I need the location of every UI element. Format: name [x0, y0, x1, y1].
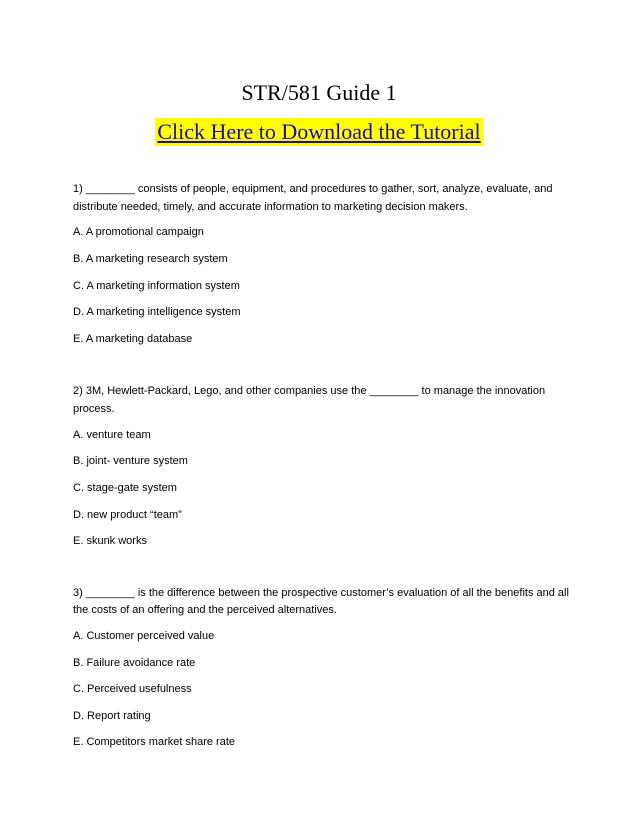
download-link-container — [0, 118, 638, 146]
question-1-option-c: C. A marketing information system — [73, 280, 240, 292]
question-3-text-line-2: the costs of an offering and the perceived alternatives. — [73, 604, 337, 616]
question-3-option-d: D. Report rating — [73, 710, 151, 722]
question-1-option-a: A. A promotional campaign — [73, 226, 204, 238]
question-2-option-b: B. joint- venture system — [73, 455, 188, 467]
question-1-option-e: E. A marketing database — [73, 333, 193, 345]
question-2-text-line-1: 2) 3M, Hewlett-Packard, Lego, and other companies use the ________ to manage the innovation — [73, 385, 546, 397]
question-2-option-c: C. stage-gate system — [73, 482, 177, 494]
document-title: STR/581 Guide 1 — [241, 80, 397, 105]
question-2-option-a: A. venture team — [73, 429, 151, 441]
question-1-text-line-2: distribute needed, timely, and accurate information to marketing decision makers. — [73, 201, 468, 213]
question-3-text-line-1: 3) ________ is the difference between the prospective customer’s evaluation of all the benefits and all — [73, 587, 569, 599]
question-2-text-line-2: process. — [73, 403, 115, 415]
question-2-option-d: D. new product “team” — [73, 509, 182, 521]
question-3-option-e: E. Competitors market share rate — [73, 736, 236, 748]
question-1-option-b: B. A marketing research system — [73, 253, 228, 265]
question-1-option-d: D. A marketing intelligence system — [73, 306, 241, 318]
question-3-option-b: B. Failure avoidance rate — [73, 657, 196, 669]
question-3-option-c: C. Perceived usefulness — [73, 683, 192, 695]
question-2-option-e: E. skunk works — [73, 535, 147, 547]
download-tutorial-link[interactable]: Click Here to Download the Tutorial — [157, 119, 481, 144]
question-3-option-a: A. Customer perceived value — [73, 630, 215, 642]
question-1-text-line-1: 1) ________ consists of people, equipment, and procedures to gather, sort, analyze, evaluate, and — [73, 183, 553, 195]
